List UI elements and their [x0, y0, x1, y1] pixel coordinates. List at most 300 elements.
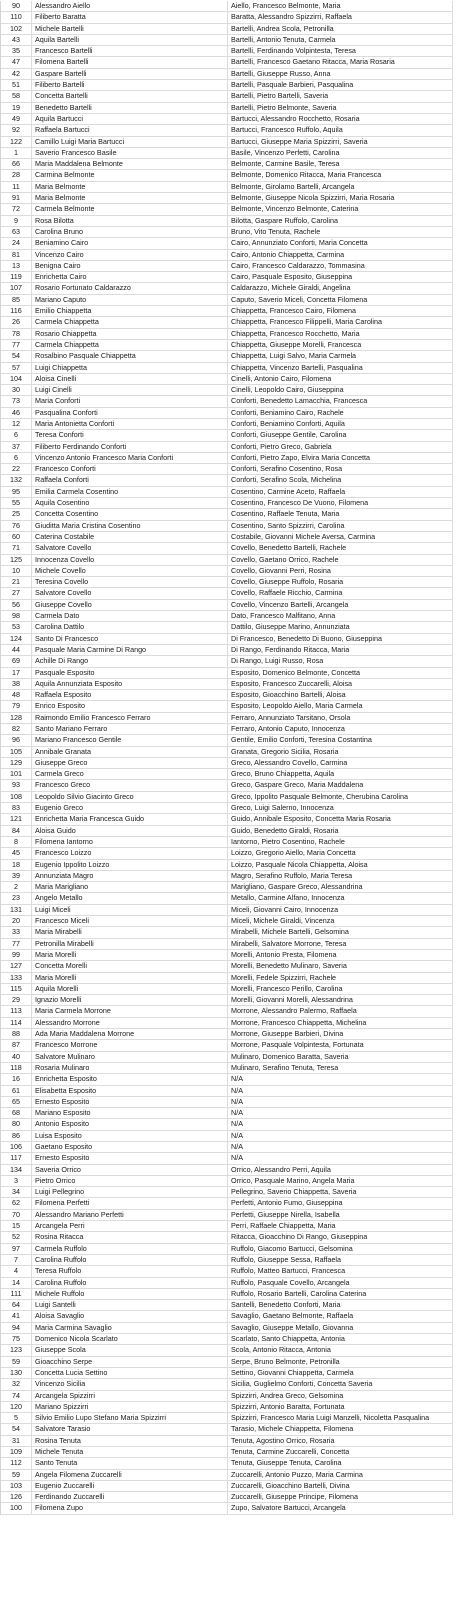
parents-cell[interactable]: Morelli, Fedele Spizzirri, Rachele	[228, 973, 453, 983]
parents-cell[interactable]: Loizzo, Gregorio Aiello, Maria Concetta	[228, 848, 453, 858]
row-number-cell[interactable]: 94	[1, 1323, 32, 1333]
person-name-cell[interactable]: Maria Mirabelli	[32, 927, 228, 937]
row-number-cell[interactable]: 4	[1, 1266, 32, 1276]
person-name-cell[interactable]: Camillo Luigi Maria Bartucci	[32, 137, 228, 147]
row-number-cell[interactable]: 80	[1, 1119, 32, 1129]
person-name-cell[interactable]: Michele Tenuta	[32, 1447, 228, 1457]
person-name-cell[interactable]: Raffaela Esposito	[32, 690, 228, 700]
person-name-cell[interactable]: Enrico Esposito	[32, 701, 228, 711]
row-number-cell[interactable]: 57	[1, 363, 32, 373]
parents-cell[interactable]: Spizzirri, Andrea Greco, Gelsomina	[228, 1391, 453, 1401]
parents-cell[interactable]: Morelli, Benedetto Mulinaro, Saveria	[228, 961, 453, 971]
person-name-cell[interactable]: Francesco Conforti	[32, 464, 228, 474]
row-number-cell[interactable]: 127	[1, 961, 32, 971]
parents-cell[interactable]: Ruffolo, Rosario Bartelli, Carolina Caterina	[228, 1289, 453, 1299]
parents-cell[interactable]: Di Rango, Ferdinando Ritacca, Maria	[228, 645, 453, 655]
person-name-cell[interactable]: Francesco Loizzo	[32, 848, 228, 858]
parents-cell[interactable]: Ferraro, Antonio Caputo, Innocenza	[228, 724, 453, 734]
parents-cell[interactable]: Cinelli, Antonio Cairo, Filomena	[228, 374, 453, 384]
parents-cell[interactable]: Savaglio, Giuseppe Metallo, Giovanna	[228, 1323, 453, 1333]
row-number-cell[interactable]: 26	[1, 317, 32, 327]
person-name-cell[interactable]: Gaetano Esposito	[32, 1142, 228, 1152]
person-name-cell[interactable]: Eugenio Zuccarelli	[32, 1481, 228, 1491]
person-name-cell[interactable]: Luigi Pellegrino	[32, 1187, 228, 1197]
person-name-cell[interactable]: Luisa Esposito	[32, 1131, 228, 1141]
person-name-cell[interactable]: Filomena Perfetti	[32, 1198, 228, 1208]
parents-cell[interactable]: Esposito, Leopoldo Aiello, Maria Carmela	[228, 701, 453, 711]
parents-cell[interactable]: Spizzirri, Francesco Maria Luigi Manzelli, Nicoletta Pasqualina	[228, 1413, 453, 1423]
parents-cell[interactable]: Bartelli, Antonio Tenuta, Carmela	[228, 35, 453, 45]
person-name-cell[interactable]: Carmela Ruffolo	[32, 1244, 228, 1254]
parents-cell[interactable]: Chiappetta, Francesco Cairo, Filomena	[228, 306, 453, 316]
parents-cell[interactable]: Conforti, Giuseppe Gentile, Carolina	[228, 430, 453, 440]
row-number-cell[interactable]: 14	[1, 1278, 32, 1288]
row-number-cell[interactable]: 131	[1, 905, 32, 915]
person-name-cell[interactable]: Rosina Ritacca	[32, 1232, 228, 1242]
parents-cell[interactable]: Morrone, Alessandro Palermo, Raffaela	[228, 1006, 453, 1016]
person-name-cell[interactable]: Raimondo Emilio Francesco Ferraro	[32, 713, 228, 723]
parents-cell[interactable]: Bartelli, Pasquale Barbieri, Pasqualina	[228, 80, 453, 90]
person-name-cell[interactable]: Michele Covello	[32, 566, 228, 576]
row-number-cell[interactable]: 82	[1, 724, 32, 734]
parents-cell[interactable]: N/A	[228, 1086, 453, 1096]
person-name-cell[interactable]: Concetta Morelli	[32, 961, 228, 971]
person-name-cell[interactable]: Rosaria Mulinaro	[32, 1063, 228, 1073]
parents-cell[interactable]: Ruffolo, Pasquale Covello, Arcangela	[228, 1278, 453, 1288]
row-number-cell[interactable]: 2	[1, 882, 32, 892]
parents-cell[interactable]: Belmonte, Giuseppe Nicola Spizzirri, Maria Rosaria	[228, 193, 453, 203]
row-number-cell[interactable]: 134	[1, 1165, 32, 1175]
row-number-cell[interactable]: 108	[1, 792, 32, 802]
parents-cell[interactable]: Belmonte, Domenico Ritacca, Maria Francesca	[228, 170, 453, 180]
parents-cell[interactable]: Perri, Raffaele Chiappetta, Maria	[228, 1221, 453, 1231]
row-number-cell[interactable]: 11	[1, 182, 32, 192]
parents-cell[interactable]: Scola, Antonio Ritacca, Antonia	[228, 1345, 453, 1355]
parents-cell[interactable]: Cosentino, Carmine Aceto, Raffaela	[228, 487, 453, 497]
person-name-cell[interactable]: Annunziata Magro	[32, 871, 228, 881]
row-number-cell[interactable]: 73	[1, 396, 32, 406]
person-name-cell[interactable]: Rosina Tenuta	[32, 1436, 228, 1446]
row-number-cell[interactable]: 75	[1, 1334, 32, 1344]
person-name-cell[interactable]: Aloisa Cinelli	[32, 374, 228, 384]
row-number-cell[interactable]: 83	[1, 803, 32, 813]
row-number-cell[interactable]: 72	[1, 204, 32, 214]
parents-cell[interactable]: Mirabelli, Michele Bartelli, Gelsomina	[228, 927, 453, 937]
row-number-cell[interactable]: 61	[1, 1086, 32, 1096]
row-number-cell[interactable]: 9	[1, 216, 32, 226]
row-number-cell[interactable]: 92	[1, 125, 32, 135]
parents-cell[interactable]: Dato, Francesco Malfitano, Anna	[228, 611, 453, 621]
person-name-cell[interactable]: Maria Maddalena Belmonte	[32, 159, 228, 169]
row-number-cell[interactable]: 97	[1, 1244, 32, 1254]
parents-cell[interactable]: Conforti, Beniamino Conforti, Aquila	[228, 419, 453, 429]
parents-cell[interactable]: Conforti, Serafino Scola, Michelina	[228, 475, 453, 485]
person-name-cell[interactable]: Carmela Chiappetta	[32, 317, 228, 327]
row-number-cell[interactable]: 106	[1, 1142, 32, 1152]
person-name-cell[interactable]: Beniamino Cairo	[32, 238, 228, 248]
row-number-cell[interactable]: 27	[1, 588, 32, 598]
row-number-cell[interactable]: 60	[1, 532, 32, 542]
parents-cell[interactable]: Bartelli, Pietro Belmonte, Saveria	[228, 103, 453, 113]
row-number-cell[interactable]: 64	[1, 1300, 32, 1310]
row-number-cell[interactable]: 76	[1, 521, 32, 531]
person-name-cell[interactable]: Teresa Conforti	[32, 430, 228, 440]
row-number-cell[interactable]: 87	[1, 1040, 32, 1050]
parents-cell[interactable]: Covello, Raffaele Ricchio, Carmina	[228, 588, 453, 598]
row-number-cell[interactable]: 95	[1, 487, 32, 497]
row-number-cell[interactable]: 122	[1, 137, 32, 147]
row-number-cell[interactable]: 128	[1, 713, 32, 723]
person-name-cell[interactable]: Benedetto Bartelli	[32, 103, 228, 113]
row-number-cell[interactable]: 121	[1, 814, 32, 824]
row-number-cell[interactable]: 111	[1, 1289, 32, 1299]
parents-cell[interactable]: Miceli, Michele Giraldi, Vincenza	[228, 916, 453, 926]
row-number-cell[interactable]: 43	[1, 35, 32, 45]
parents-cell[interactable]: Chiappetta, Francesco Rocchetto, Maria	[228, 329, 453, 339]
parents-cell[interactable]: Bilotta, Gaspare Ruffolo, Carolina	[228, 216, 453, 226]
parents-cell[interactable]: Perfetti, Giuseppe Nirella, Isabella	[228, 1210, 453, 1220]
parents-cell[interactable]: Cosentino, Raffaele Tenuta, Maria	[228, 509, 453, 519]
person-name-cell[interactable]: Rosa Bilotta	[32, 216, 228, 226]
parents-cell[interactable]: Esposito, Francesco Zuccarelli, Aloisa	[228, 679, 453, 689]
row-number-cell[interactable]: 96	[1, 735, 32, 745]
parents-cell[interactable]: Bartucci, Francesco Ruffolo, Aquila	[228, 125, 453, 135]
row-number-cell[interactable]: 116	[1, 306, 32, 316]
row-number-cell[interactable]: 123	[1, 1345, 32, 1355]
row-number-cell[interactable]: 3	[1, 1176, 32, 1186]
person-name-cell[interactable]: Santo Mariano Ferraro	[32, 724, 228, 734]
person-name-cell[interactable]: Giuseppe Greco	[32, 758, 228, 768]
parents-cell[interactable]: Bruno, Vito Tenuta, Rachele	[228, 227, 453, 237]
parents-cell[interactable]: Covello, Benedetto Bartelli, Rachele	[228, 543, 453, 553]
person-name-cell[interactable]: Maria Carmela Morrone	[32, 1006, 228, 1016]
row-number-cell[interactable]: 59	[1, 1357, 32, 1367]
person-name-cell[interactable]: Caterina Costabile	[32, 532, 228, 542]
person-name-cell[interactable]: Vincenzo Antonio Francesco Maria Conforti	[32, 453, 228, 463]
person-name-cell[interactable]: Teresa Ruffolo	[32, 1266, 228, 1276]
row-number-cell[interactable]: 132	[1, 475, 32, 485]
person-name-cell[interactable]: Filomena Iantorno	[32, 837, 228, 847]
row-number-cell[interactable]: 113	[1, 1006, 32, 1016]
parents-cell[interactable]: Belmonte, Carmine Basile, Teresa	[228, 159, 453, 169]
parents-cell[interactable]: Covello, Giovanni Perri, Rosina	[228, 566, 453, 576]
row-number-cell[interactable]: 13	[1, 261, 32, 271]
person-name-cell[interactable]: Saveria Orrico	[32, 1165, 228, 1175]
parents-cell[interactable]: Zuccarelli, Giuseppe Principe, Filomena	[228, 1492, 453, 1502]
person-name-cell[interactable]: Aloisa Savaglio	[32, 1311, 228, 1321]
row-number-cell[interactable]: 47	[1, 57, 32, 67]
row-number-cell[interactable]: 21	[1, 577, 32, 587]
parents-cell[interactable]: Tenuta, Giuseppe Tenuta, Carolina	[228, 1458, 453, 1468]
person-name-cell[interactable]: Carolina Ruffolo	[32, 1278, 228, 1288]
parents-cell[interactable]: Morrone, Giuseppe Barbieri, Divina	[228, 1029, 453, 1039]
person-name-cell[interactable]: Enrichetta Cairo	[32, 272, 228, 282]
parents-cell[interactable]: Morrone, Francesco Chiappetta, Michelina	[228, 1018, 453, 1028]
row-number-cell[interactable]: 86	[1, 1131, 32, 1141]
person-name-cell[interactable]: Petronilla Mirabelli	[32, 939, 228, 949]
person-name-cell[interactable]: Arcangela Perri	[32, 1221, 228, 1231]
parents-cell[interactable]: Greco, Luigi Salerno, Innocenza	[228, 803, 453, 813]
row-number-cell[interactable]: 46	[1, 408, 32, 418]
parents-cell[interactable]: Bartelli, Pietro Bartelli, Saveria	[228, 91, 453, 101]
person-name-cell[interactable]: Carolina Bruno	[32, 227, 228, 237]
parents-cell[interactable]: Savaglio, Gaetano Belmonte, Raffaela	[228, 1311, 453, 1321]
person-name-cell[interactable]: Mariano Caputo	[32, 295, 228, 305]
row-number-cell[interactable]: 15	[1, 1221, 32, 1231]
row-number-cell[interactable]: 53	[1, 622, 32, 632]
person-name-cell[interactable]: Achille Di Rango	[32, 656, 228, 666]
row-number-cell[interactable]: 124	[1, 634, 32, 644]
parents-cell[interactable]: Baratta, Alessandro Spizzirri, Raffaela	[228, 12, 453, 22]
row-number-cell[interactable]: 84	[1, 826, 32, 836]
row-number-cell[interactable]: 118	[1, 1063, 32, 1073]
parents-cell[interactable]: N/A	[228, 1153, 453, 1163]
person-name-cell[interactable]: Francesco Miceli	[32, 916, 228, 926]
parents-cell[interactable]: Ruffolo, Giacomo Bartucci, Gelsomina	[228, 1244, 453, 1254]
person-name-cell[interactable]: Maria Belmonte	[32, 193, 228, 203]
parents-cell[interactable]: Morrone, Pasquale Volpintesta, Fortunata	[228, 1040, 453, 1050]
parents-cell[interactable]: Bartelli, Francesco Gaetano Ritacca, Maria Rosaria	[228, 57, 453, 67]
person-name-cell[interactable]: Maria Morelli	[32, 973, 228, 983]
parents-cell[interactable]: Chiappetta, Luigi Salvo, Maria Carmela	[228, 351, 453, 361]
person-name-cell[interactable]: Concetta Cosentino	[32, 509, 228, 519]
row-number-cell[interactable]: 39	[1, 871, 32, 881]
row-number-cell[interactable]: 120	[1, 1402, 32, 1412]
row-number-cell[interactable]: 6	[1, 453, 32, 463]
parents-cell[interactable]: Esposito, Gioacchino Bartelli, Aloisa	[228, 690, 453, 700]
person-name-cell[interactable]: Filiberto Bartelli	[32, 80, 228, 90]
person-name-cell[interactable]: Ernesto Esposito	[32, 1153, 228, 1163]
row-number-cell[interactable]: 7	[1, 1255, 32, 1265]
person-name-cell[interactable]: Aquila Cosentino	[32, 498, 228, 508]
person-name-cell[interactable]: Gioacchino Serpe	[32, 1357, 228, 1367]
row-number-cell[interactable]: 77	[1, 939, 32, 949]
row-number-cell[interactable]: 41	[1, 1311, 32, 1321]
person-name-cell[interactable]: Silvio Emilio Lupo Stefano Maria Spizzirri	[32, 1413, 228, 1423]
row-number-cell[interactable]: 34	[1, 1187, 32, 1197]
parents-cell[interactable]: Granata, Gregorio Sicilia, Rosaria	[228, 747, 453, 757]
person-name-cell[interactable]: Salvatore Covello	[32, 588, 228, 598]
parents-cell[interactable]: Settino, Giovanni Chiappetta, Carmela	[228, 1368, 453, 1378]
parents-cell[interactable]: Cairo, Annunziato Conforti, Maria Concetta	[228, 238, 453, 248]
row-number-cell[interactable]: 28	[1, 170, 32, 180]
person-name-cell[interactable]: Maria Antonietta Conforti	[32, 419, 228, 429]
row-number-cell[interactable]: 105	[1, 747, 32, 757]
person-name-cell[interactable]: Maria Marigliano	[32, 882, 228, 892]
row-number-cell[interactable]: 54	[1, 351, 32, 361]
row-number-cell[interactable]: 25	[1, 509, 32, 519]
person-name-cell[interactable]: Elisabetta Esposito	[32, 1086, 228, 1096]
person-name-cell[interactable]: Rosario Fortunato Caldarazzo	[32, 283, 228, 293]
parents-cell[interactable]: Cinelli, Leopoldo Cairo, Giuseppina	[228, 385, 453, 395]
person-name-cell[interactable]: Maria Belmonte	[32, 182, 228, 192]
person-name-cell[interactable]: Luigi Santelli	[32, 1300, 228, 1310]
row-number-cell[interactable]: 102	[1, 24, 32, 34]
person-name-cell[interactable]: Vincenzo Sicilia	[32, 1379, 228, 1389]
row-number-cell[interactable]: 48	[1, 690, 32, 700]
parents-cell[interactable]: Spizzirri, Antonio Baratta, Fortunata	[228, 1402, 453, 1412]
row-number-cell[interactable]: 70	[1, 1210, 32, 1220]
parents-cell[interactable]: Bartucci, Giuseppe Maria Spizzirri, Saveria	[228, 137, 453, 147]
person-name-cell[interactable]: Aquila Annunziata Esposito	[32, 679, 228, 689]
parents-cell[interactable]: N/A	[228, 1131, 453, 1141]
row-number-cell[interactable]: 30	[1, 385, 32, 395]
person-name-cell[interactable]: Carmela Belmonte	[32, 204, 228, 214]
parents-cell[interactable]: Greco, Gaspare Greco, Maria Maddalena	[228, 780, 453, 790]
parents-cell[interactable]: N/A	[228, 1097, 453, 1107]
row-number-cell[interactable]: 19	[1, 103, 32, 113]
person-name-cell[interactable]: Francesco Greco	[32, 780, 228, 790]
row-number-cell[interactable]: 109	[1, 1447, 32, 1457]
person-name-cell[interactable]: Angela Filomena Zuccarelli	[32, 1470, 228, 1480]
parents-cell[interactable]: Ruffolo, Matteo Bartucci, Francesca	[228, 1266, 453, 1276]
parents-cell[interactable]: Caputo, Saverio Miceli, Concetta Filomena	[228, 295, 453, 305]
parents-cell[interactable]: Magro, Serafino Ruffolo, Maria Teresa	[228, 871, 453, 881]
person-name-cell[interactable]: Alessandro Aiello	[32, 1, 228, 11]
parents-cell[interactable]: Ritacca, Gioacchino Di Rango, Giuseppina	[228, 1232, 453, 1242]
person-name-cell[interactable]: Aquila Bartucci	[32, 114, 228, 124]
parents-cell[interactable]: Belmonte, Vincenzo Belmonte, Caterina	[228, 204, 453, 214]
row-number-cell[interactable]: 125	[1, 555, 32, 565]
row-number-cell[interactable]: 54	[1, 1424, 32, 1434]
row-number-cell[interactable]: 81	[1, 250, 32, 260]
person-name-cell[interactable]: Aquila Morelli	[32, 984, 228, 994]
row-number-cell[interactable]: 44	[1, 645, 32, 655]
row-number-cell[interactable]: 18	[1, 860, 32, 870]
row-number-cell[interactable]: 90	[1, 1, 32, 11]
row-number-cell[interactable]: 35	[1, 46, 32, 56]
row-number-cell[interactable]: 103	[1, 1481, 32, 1491]
person-name-cell[interactable]: Gaspare Bartelli	[32, 69, 228, 79]
parents-cell[interactable]: Cairo, Francesco Caldarazzo, Tommasina	[228, 261, 453, 271]
person-name-cell[interactable]: Francesco Bartelli	[32, 46, 228, 56]
parents-cell[interactable]: Guido, Annibale Esposito, Concetta Maria Rosaria	[228, 814, 453, 824]
person-name-cell[interactable]: Francesco Morrone	[32, 1040, 228, 1050]
person-name-cell[interactable]: Ada Maria Maddalena Morrone	[32, 1029, 228, 1039]
row-number-cell[interactable]: 77	[1, 340, 32, 350]
person-name-cell[interactable]: Filomena Zupo	[32, 1503, 228, 1513]
parents-cell[interactable]: Loizzo, Pasquale Nicola Chiappetta, Aloisa	[228, 860, 453, 870]
row-number-cell[interactable]: 42	[1, 69, 32, 79]
row-number-cell[interactable]: 51	[1, 80, 32, 90]
person-name-cell[interactable]: Salvatore Covello	[32, 543, 228, 553]
row-number-cell[interactable]: 31	[1, 1436, 32, 1446]
person-name-cell[interactable]: Domenico Nicola Scarlato	[32, 1334, 228, 1344]
row-number-cell[interactable]: 1	[1, 148, 32, 158]
parents-cell[interactable]: Zuccarelli, Gioacchino Bartelli, Divina	[228, 1481, 453, 1491]
parents-cell[interactable]: Pellegrino, Saverio Chiappetta, Saveria	[228, 1187, 453, 1197]
person-name-cell[interactable]: Emilia Carmela Cosentino	[32, 487, 228, 497]
row-number-cell[interactable]: 98	[1, 611, 32, 621]
parents-cell[interactable]: Perfetti, Antonio Fumo, Giuseppina	[228, 1198, 453, 1208]
person-name-cell[interactable]: Luigi Miceli	[32, 905, 228, 915]
person-name-cell[interactable]: Angelo Metallo	[32, 893, 228, 903]
person-name-cell[interactable]: Enrichetta Esposito	[32, 1074, 228, 1084]
row-number-cell[interactable]: 74	[1, 1391, 32, 1401]
row-number-cell[interactable]: 33	[1, 927, 32, 937]
row-number-cell[interactable]: 129	[1, 758, 32, 768]
row-number-cell[interactable]: 12	[1, 419, 32, 429]
parents-cell[interactable]: Morelli, Francesco Perillo, Carolina	[228, 984, 453, 994]
person-name-cell[interactable]: Mariano Spizzirri	[32, 1402, 228, 1412]
person-name-cell[interactable]: Filomena Bartelli	[32, 57, 228, 67]
person-name-cell[interactable]: Leopoldo Silvio Giacinto Greco	[32, 792, 228, 802]
person-name-cell[interactable]: Carolina Ruffolo	[32, 1255, 228, 1265]
row-number-cell[interactable]: 38	[1, 679, 32, 689]
parents-cell[interactable]: Zuccarelli, Antonio Puzzo, Maria Carmina	[228, 1470, 453, 1480]
row-number-cell[interactable]: 23	[1, 893, 32, 903]
row-number-cell[interactable]: 112	[1, 1458, 32, 1468]
person-name-cell[interactable]: Giuseppe Scola	[32, 1345, 228, 1355]
parents-cell[interactable]: Serpe, Bruno Belmonte, Petronilla	[228, 1357, 453, 1367]
parents-cell[interactable]: Conforti, Benedetto Lamacchia, Francesca	[228, 396, 453, 406]
parents-cell[interactable]: Tenuta, Carmine Zuccarelli, Concetta	[228, 1447, 453, 1457]
parents-cell[interactable]: Covello, Vincenzo Bartelli, Arcangela	[228, 600, 453, 610]
parents-cell[interactable]: Orrico, Pasquale Marino, Angela Maria	[228, 1176, 453, 1186]
row-number-cell[interactable]: 101	[1, 769, 32, 779]
person-name-cell[interactable]: Mariano Francesco Gentile	[32, 735, 228, 745]
parents-cell[interactable]: Morelli, Antonio Presta, Filomena	[228, 950, 453, 960]
person-name-cell[interactable]: Mariano Esposito	[32, 1108, 228, 1118]
parents-cell[interactable]: Cosentino, Francesco De Vuono, Filomena	[228, 498, 453, 508]
person-name-cell[interactable]: Vincenzo Cairo	[32, 250, 228, 260]
parents-cell[interactable]: Conforti, Serafino Cosentino, Rosa	[228, 464, 453, 474]
person-name-cell[interactable]: Emilio Chiappetta	[32, 306, 228, 316]
row-number-cell[interactable]: 65	[1, 1097, 32, 1107]
person-name-cell[interactable]: Santo Di Francesco	[32, 634, 228, 644]
person-name-cell[interactable]: Concetta Bartelli	[32, 91, 228, 101]
parents-cell[interactable]: Greco, Bruno Chiappetta, Aquila	[228, 769, 453, 779]
person-name-cell[interactable]: Carolina Dattilo	[32, 622, 228, 632]
person-name-cell[interactable]: Giuditta Maria Cristina Cosentino	[32, 521, 228, 531]
row-number-cell[interactable]: 91	[1, 193, 32, 203]
person-name-cell[interactable]: Pasqualina Conforti	[32, 408, 228, 418]
person-name-cell[interactable]: Luigi Chiappetta	[32, 363, 228, 373]
person-name-cell[interactable]: Rosario Chiappetta	[32, 329, 228, 339]
parents-cell[interactable]: Tarasio, Michele Chiappetta, Filomena	[228, 1424, 453, 1434]
parents-cell[interactable]: Ruffolo, Giuseppe Sessa, Raffaela	[228, 1255, 453, 1265]
parents-cell[interactable]: Esposito, Domenico Belmonte, Concetta	[228, 668, 453, 678]
person-name-cell[interactable]: Innocenza Covello	[32, 555, 228, 565]
row-number-cell[interactable]: 68	[1, 1108, 32, 1118]
parents-cell[interactable]: Costabile, Giovanni Michele Aversa, Carmina	[228, 532, 453, 542]
parents-cell[interactable]: Chiappetta, Francesco Filippelli, Maria Carolina	[228, 317, 453, 327]
person-name-cell[interactable]: Saverio Francesco Basile	[32, 148, 228, 158]
parents-cell[interactable]: Cosentino, Santo Spizzirri, Carolina	[228, 521, 453, 531]
row-number-cell[interactable]: 56	[1, 600, 32, 610]
row-number-cell[interactable]: 63	[1, 227, 32, 237]
parents-cell[interactable]: Basile, Vincenzo Perfetti, Carolina	[228, 148, 453, 158]
parents-cell[interactable]: Sicilia, Guglielmo Conforti, Concetta Saveria	[228, 1379, 453, 1389]
person-name-cell[interactable]: Pietro Orrico	[32, 1176, 228, 1186]
person-name-cell[interactable]: Carmela Chiappetta	[32, 340, 228, 350]
parents-cell[interactable]: Zupo, Salvatore Bartucci, Arcangela	[228, 1503, 453, 1513]
person-name-cell[interactable]: Aquila Bartelli	[32, 35, 228, 45]
person-name-cell[interactable]: Filiberto Baratta	[32, 12, 228, 22]
parents-cell[interactable]: Belmonte, Girolamo Bartelli, Arcangela	[228, 182, 453, 192]
row-number-cell[interactable]: 49	[1, 114, 32, 124]
parents-cell[interactable]: Orrico, Alessandro Perri, Aquila	[228, 1165, 453, 1175]
person-name-cell[interactable]: Alessandro Morrone	[32, 1018, 228, 1028]
person-name-cell[interactable]: Ferdinando Zuccarelli	[32, 1492, 228, 1502]
person-name-cell[interactable]: Alessandro Mariano Perfetti	[32, 1210, 228, 1220]
parents-cell[interactable]: Caldarazzo, Michele Giraldi, Angelina	[228, 283, 453, 293]
row-number-cell[interactable]: 119	[1, 272, 32, 282]
row-number-cell[interactable]: 6	[1, 430, 32, 440]
row-number-cell[interactable]: 55	[1, 498, 32, 508]
person-name-cell[interactable]: Concetta Lucia Settino	[32, 1368, 228, 1378]
person-name-cell[interactable]: Salvatore Tarasio	[32, 1424, 228, 1434]
